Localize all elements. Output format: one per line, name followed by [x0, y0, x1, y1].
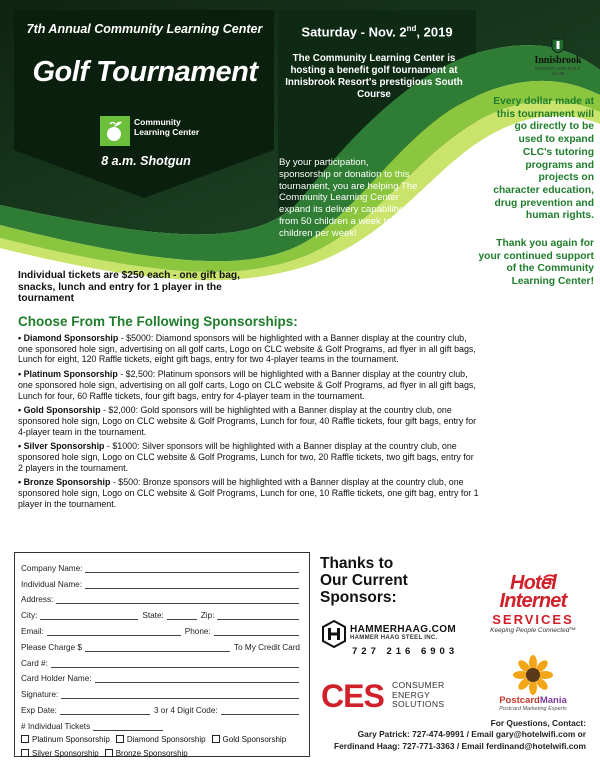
pm-mania: Mania	[539, 695, 567, 706]
checkbox-gold[interactable]	[212, 735, 287, 744]
bullet-icon: •	[18, 333, 24, 343]
innisbrook-subtitle: RESORT AND GOLF CLUB	[535, 66, 581, 76]
checkbox-platinum[interactable]	[21, 735, 110, 744]
individual-name-field[interactable]	[85, 580, 299, 589]
ticket-price-info: Individual tickets are $250 each - one gift bag, snacks, lunch and entry for 1 player in the tournament	[18, 270, 240, 305]
exp-code-row	[21, 699, 303, 715]
security-code-label: 3 or 4 Digit Code:	[153, 705, 218, 715]
bullet-icon: •	[18, 477, 24, 488]
sponsorship-bronze	[18, 477, 480, 509]
hotel-internet-services-logo	[478, 574, 588, 634]
event-title: Golf Tournament	[32, 56, 258, 88]
hammerhaag-name: HAMMERHAAG.COM	[350, 624, 457, 635]
innisbrook-name: Innisbrook	[534, 55, 582, 66]
sponsors-heading	[320, 555, 440, 606]
signature-row	[21, 683, 303, 699]
num-tickets-field[interactable]	[93, 722, 163, 731]
checkbox-icon	[105, 749, 113, 757]
checkbox-silver[interactable]	[21, 749, 99, 758]
postcardmania-tagline: Postcard Marketing Experts	[499, 706, 567, 712]
checkbox-icon	[212, 735, 220, 743]
checkbox-icon	[116, 735, 124, 743]
card-number-label: Card #:	[21, 658, 48, 668]
level-description: - $2,000: Gold sponsors will be highlighted with a Banner display at the country club, one sponsored hole sign, Logo on CLC website & Golf Programs, Lunch for four, 40 Raffle tickets, four gift bags, entry for 4-player team in the tournament.	[18, 405, 477, 437]
checkbox-label: Diamond Sponsorship	[126, 734, 206, 744]
level-description: - $5000: Diamond sponsors will be highlighted with a Banner display at the country club, one sponsored hole sign, advertising on all golf carts, Logo on CLC website & Golf Programs, ad flyer in all gift bags, Lunch for eight, 120 Raffle tickets, eight gift bags, entry for two 4-player teams in the tournament.	[18, 333, 476, 365]
sponsorship-checkboxes	[21, 735, 303, 758]
card-holder-row	[21, 668, 303, 684]
level-name: Gold Sponsorship	[23, 405, 101, 416]
date-year: , 2019	[416, 24, 453, 40]
signature-field[interactable]	[61, 690, 299, 699]
zip-label: Zip:	[200, 611, 215, 621]
bullet-icon: •	[18, 441, 24, 452]
sponsorship-gold	[18, 405, 480, 437]
checkbox-label: Silver Sponsorship	[32, 748, 99, 758]
apple-logo-icon	[100, 116, 130, 146]
zip-field[interactable]	[217, 611, 299, 620]
organization-name: Community Learning Center	[134, 117, 200, 137]
phone-label: Phone:	[184, 626, 211, 636]
ces-name	[392, 681, 445, 710]
hotel-logo-line2: Internet	[499, 590, 567, 612]
ces-line: SOLUTIONS	[392, 699, 445, 710]
hammerhaag-phone: 727 216 6903	[352, 646, 459, 657]
pm-postcard: Postcard	[499, 695, 540, 706]
level-description: - $500: Bronze sponsors will be highlighted with a Banner display at the country club, one sponsored hole sign, Logo on CLC website & Golf Programs, Lunch for one, 10 Raffle tickets, one gift bag, entry for 1 player in the tournament.	[18, 477, 479, 509]
exp-date-field[interactable]	[60, 706, 150, 715]
event-date	[282, 24, 472, 39]
card-number-field[interactable]	[51, 659, 299, 668]
num-tickets-label: # Individual Tickets	[21, 721, 91, 731]
card-holder-field[interactable]	[95, 674, 299, 683]
state-field[interactable]	[167, 611, 197, 620]
checkbox-diamond[interactable]	[116, 735, 206, 744]
ces-logo-mark	[320, 678, 390, 712]
company-name-row	[21, 557, 303, 573]
date-main: Saturday - Nov. 2	[301, 24, 407, 40]
level-name: Platinum Sponsorship	[23, 369, 118, 380]
charge-label: Please Charge $	[21, 642, 82, 652]
ces-line: CONSUMER	[392, 680, 445, 690]
registration-form	[14, 552, 310, 757]
phone-field[interactable]	[214, 627, 299, 636]
hotel-logo-line1: Hotel	[509, 572, 556, 594]
company-name-label: Company Name:	[21, 563, 83, 573]
checkbox-label: Bronze Sponsorship	[115, 748, 188, 758]
postcardmania-logo	[478, 655, 588, 712]
charge-amount-field[interactable]	[85, 643, 230, 652]
hammerhaag-subtitle: HAMMER HAAG STEEL INC.	[350, 635, 438, 641]
card-holder-label: Card Holder Name:	[21, 674, 92, 684]
level-description: - $2,500: Platinum sponsors will be highlighted with a Banner display at the country club, one sponsored hole sign, advertising on all golf carts, Logo on CLC website & Golf Programs, ad flyer in all gift bags, Lunch for four, 60 Raffle tickets, four gift bags, entry for 4-player team in the tournament.	[18, 369, 476, 401]
checkbox-icon	[21, 749, 29, 757]
sponsors-heading-line: Sponsors:	[320, 589, 397, 606]
checkbox-icon	[21, 735, 29, 743]
sponsors-heading-line: Our Current	[320, 572, 408, 589]
individual-name-row	[21, 573, 303, 589]
innisbrook-logo	[530, 38, 586, 76]
every-dollar-message: Every dollar made at this tournament will go directly to be used to expand CLC's tutoring programs and projects on character education, drug prevention and human rights.	[493, 96, 594, 222]
participation-message: By your participation, sponsorship or donation to this tournament, you are helping The Community Learning Center expand its delivery capability from 50 children a week to 300 children per week!	[279, 157, 418, 239]
contact-info	[318, 718, 586, 752]
level-name: Diamond Sponsorship	[23, 333, 119, 343]
city-field[interactable]	[40, 611, 138, 620]
checkbox-label: Platinum Sponsorship	[32, 734, 110, 744]
checkbox-label: Gold Sponsorship	[222, 734, 287, 744]
city-state-zip-row	[21, 604, 303, 620]
bullet-icon: •	[18, 405, 24, 416]
signature-label: Signature:	[21, 690, 59, 700]
sponsorship-list	[18, 333, 480, 514]
ces-line: ENERGY	[392, 689, 431, 700]
address-field[interactable]	[56, 595, 299, 604]
event-subtitle: 7th Annual Community Learning Center	[26, 22, 263, 36]
ces-logo	[320, 678, 470, 714]
level-name: Silver Sponsorship	[23, 441, 105, 452]
level-description: - $1000: Silver sponsors will be highlighted with a Banner display at the country club, one sponsored hole sign, Logo on CLC website & Golf Programs, Lunch for two, 20 Raffle tickets, two gift bags, entry for 2 players in the tournament.	[18, 441, 474, 473]
sunflower-icon	[510, 655, 556, 695]
contact-gary: Gary Patrick: 727-474-9991 / Email gary@hotelwifi.com or	[357, 729, 586, 740]
individual-name-label: Individual Name:	[21, 579, 82, 589]
ces-mark-text: CES	[321, 678, 384, 712]
charge-row	[21, 636, 303, 652]
address-label: Address:	[21, 595, 54, 605]
sponsorship-heading: Choose From The Following Sponsorships:	[18, 314, 298, 329]
benefit-description: The Community Learning Center is hosting a benefit golf tournament at Innisbrook Resort's prestigious South Course	[285, 53, 463, 100]
hotel-tagline: Keeping People Connected™	[490, 627, 576, 634]
postcardmania-name	[478, 695, 588, 706]
email-field[interactable]	[47, 627, 181, 636]
state-label: State:	[142, 611, 164, 621]
tickets-row	[21, 715, 303, 731]
email-label: Email:	[21, 626, 44, 636]
contact-heading: For Questions, Contact:	[490, 718, 586, 728]
city-label: City:	[21, 611, 38, 621]
security-code-field[interactable]	[221, 706, 299, 715]
shotgun-start-time: 8 a.m. Shotgun	[101, 154, 191, 168]
email-phone-row	[21, 620, 303, 636]
sponsors-heading-line: Thanks to	[320, 555, 394, 572]
checkbox-bronze[interactable]	[105, 749, 188, 758]
level-name: Bronze Sponsorship	[23, 477, 111, 488]
company-name-field[interactable]	[85, 564, 299, 573]
credit-card-label: To My Credit Card	[234, 642, 300, 652]
card-number-row	[21, 652, 303, 668]
contact-ferdinand: Ferdinand Haag: 727-771-3363 / Email ferdinand@hotelwifi.com	[333, 740, 586, 751]
shield-icon	[551, 38, 565, 54]
thank-you-message: Thank you again for your continued support of the Community Learning Center!	[478, 238, 594, 287]
sponsorship-diamond	[18, 333, 480, 365]
sponsorship-silver	[18, 441, 480, 473]
sponsorship-platinum	[18, 369, 480, 401]
bullet-icon: •	[18, 369, 24, 380]
exp-date-label: Exp Date:	[21, 705, 57, 715]
hexagon-h-icon	[322, 620, 346, 648]
date-ordinal: nd	[406, 24, 417, 33]
hotel-logo-line3: SERVICES	[492, 612, 574, 627]
address-row	[21, 589, 303, 605]
